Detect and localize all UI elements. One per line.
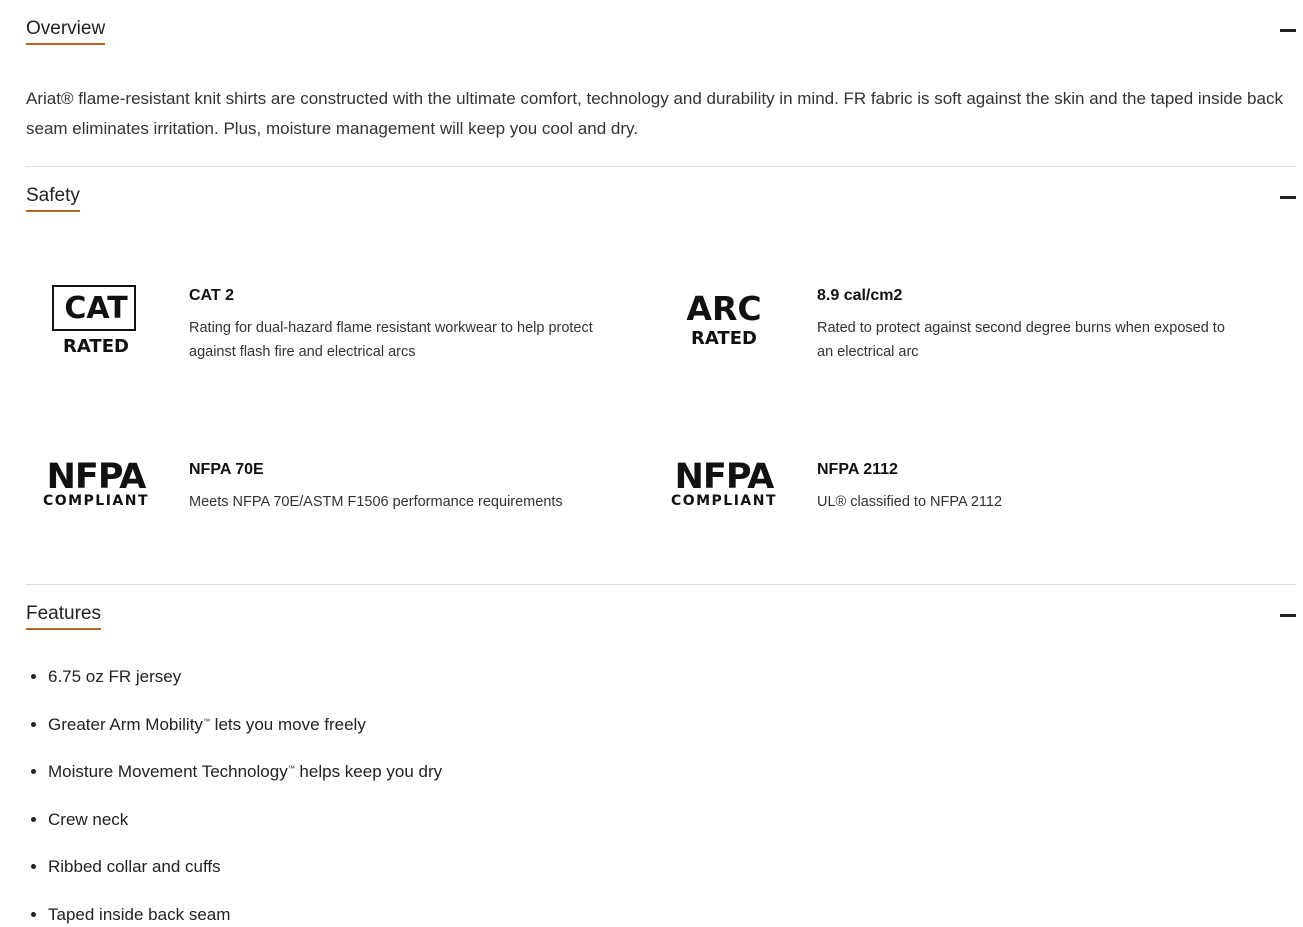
safety-text-nfpa-70e [189, 460, 609, 514]
safety-item-title: 8.9 cal/cm2 [817, 287, 903, 304]
list-item [48, 762, 1296, 782]
safety-collapse-button[interactable] [1278, 193, 1298, 203]
list-item [48, 857, 1296, 877]
safety-item-title: NFPA 2112 [817, 461, 898, 478]
cat-logo-main: CAT [64, 291, 128, 326]
list-item [48, 667, 1296, 687]
arc-logo-main: ARC [686, 289, 762, 328]
feature-text: Taped inside back seam [48, 904, 231, 924]
features-list [26, 629, 1296, 925]
safety-item-cat [26, 251, 646, 360]
list-item [48, 905, 1296, 925]
product-details [26, 0, 1296, 927]
feature-text: Ribbed collar and cuffs [48, 857, 221, 876]
nfpa-compliant-logo [654, 425, 794, 515]
feature-text: Crew neck [48, 809, 129, 829]
overview-text: Ariat® flame-resistant knit shirts are constructed with the ultimate comfort, technology and durability in mind. FR fabric is soft against the skin and the taped inside back seam eliminates irritation. Plus, moisture management will keep you cool and dry. [26, 89, 1283, 138]
features-collapse-button[interactable] [1278, 611, 1298, 621]
safety-item-description: Meets NFPA 70E/ASTM F1506 performance requirements [189, 494, 563, 510]
safety-title[interactable]: Safety [26, 185, 80, 212]
feature-text-rest: lets you move freely [209, 714, 366, 734]
safety-text-arc [817, 286, 1237, 364]
minus-icon [1280, 614, 1296, 617]
safety-item-title: CAT 2 [189, 287, 235, 304]
overview-section [26, 0, 1296, 167]
safety-item-title: NFPA 70E [189, 461, 264, 478]
arc-logo-sub: RATED [691, 328, 757, 349]
trademark-symbol: ™ [202, 717, 210, 725]
safety-item-description: Rated to protect against second degree burns when exposed to an electrical arc [817, 320, 1225, 360]
feature-text: Moisture Movement Technology [48, 762, 288, 781]
safety-item-description: Rating for dual-hazard flame resistant workwear to help protect against flash fire and electrical arcs [189, 320, 593, 360]
features-title[interactable]: Features [26, 603, 101, 630]
safety-item-nfpa-2112 [654, 425, 1274, 515]
feature-text: Greater Arm Mobility [48, 714, 203, 734]
safety-header[interactable] [26, 167, 1296, 211]
safety-item-nfpa-70e [26, 425, 646, 515]
list-item [48, 810, 1296, 830]
cat-logo-sub: RATED [63, 336, 129, 357]
safety-text-cat [189, 286, 609, 364]
minus-icon [1280, 196, 1296, 199]
trademark-symbol: ™ [287, 765, 295, 773]
cat-rated-logo [26, 251, 166, 357]
features-section [26, 585, 1296, 925]
features-header[interactable] [26, 585, 1296, 629]
feature-text: 6.75 oz FR jersey [48, 667, 182, 686]
arc-rated-logo [654, 251, 794, 349]
list-item [48, 715, 1296, 735]
overview-title[interactable]: Overview [26, 18, 105, 45]
safety-grid [26, 211, 1296, 584]
nfpa-logo-main: NFPA [46, 457, 146, 497]
safety-item-arc [654, 251, 1274, 360]
minus-icon [1280, 29, 1296, 32]
safety-text-nfpa-2112 [817, 460, 1237, 514]
nfpa-logo-main: NFPA [674, 457, 774, 497]
nfpa-compliant-logo [26, 425, 166, 515]
safety-section [26, 167, 1296, 585]
safety-item-description: UL® classified to NFPA 2112 [817, 494, 1003, 510]
overview-header[interactable] [26, 0, 1296, 44]
feature-text-rest: helps keep you dry [294, 762, 443, 781]
nfpa-logo-sub: COMPLIANT [670, 493, 778, 509]
nfpa-logo-sub: COMPLIANT [42, 493, 150, 509]
cat-box [52, 285, 136, 331]
overview-collapse-button[interactable] [1278, 26, 1298, 36]
